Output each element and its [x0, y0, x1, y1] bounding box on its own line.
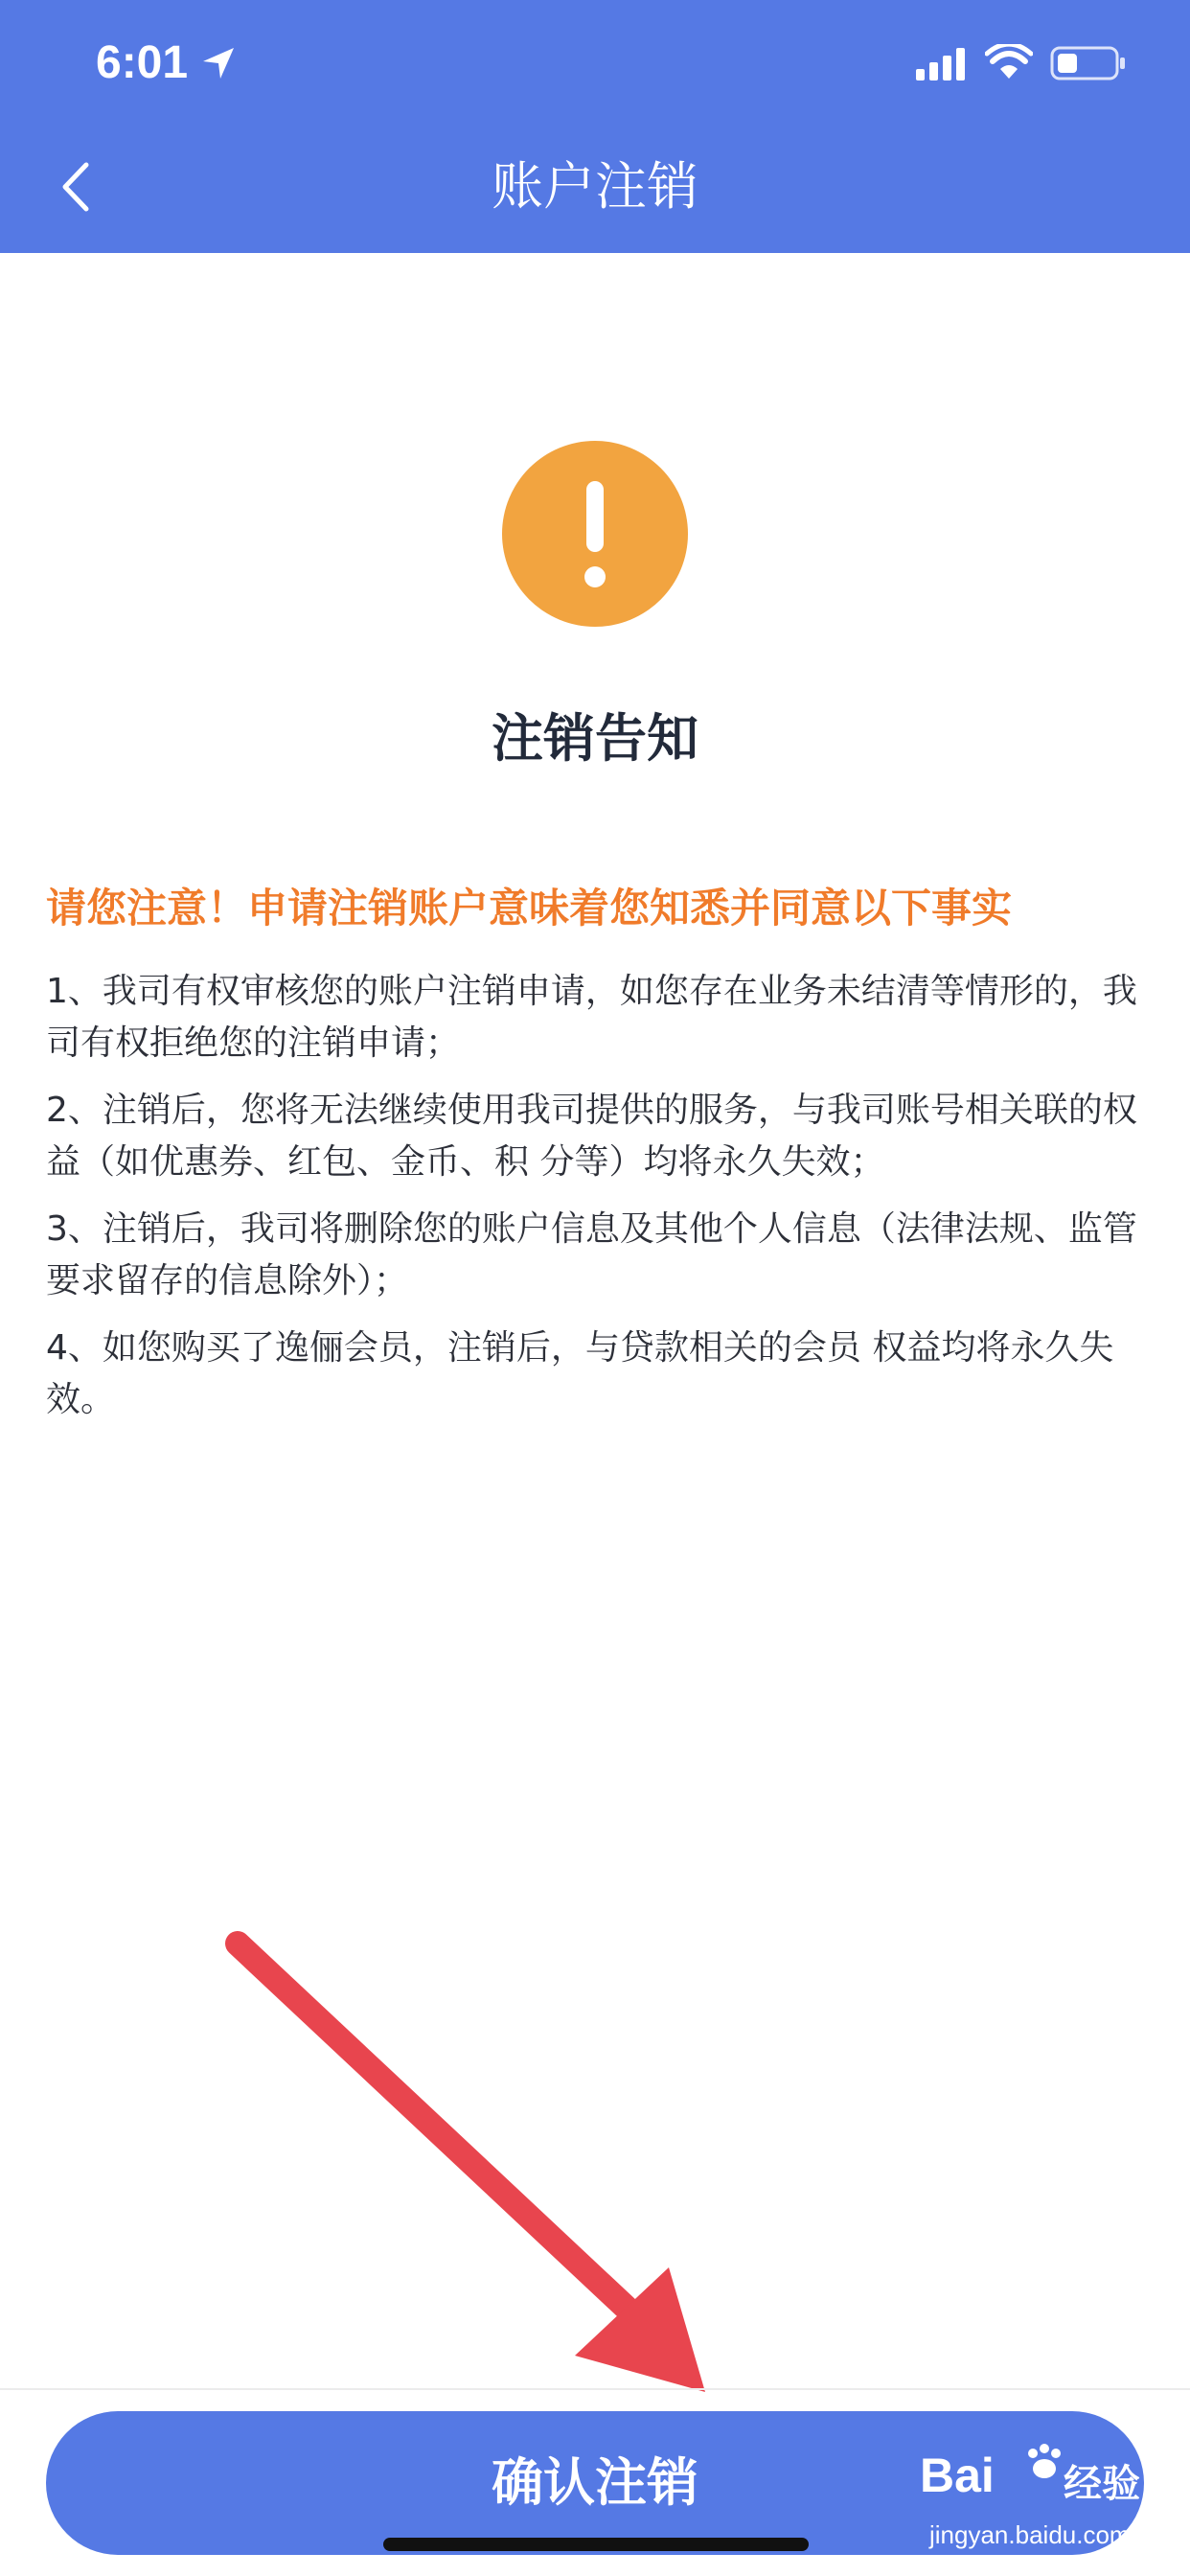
status-time: 6:01: [96, 37, 189, 88]
home-indicator: [383, 2538, 809, 2551]
footer-divider: [0, 2388, 1190, 2390]
term-item: 4、如您购买了逸俪会员，注销后，与贷款相关的会员 权益均将永久失效。: [46, 1328, 1114, 1419]
exclamation-icon: [502, 441, 688, 627]
term-item: 1、我司有权审核您的账户注销申请，如您存在业务未结清等情形的，我司有权拒绝您的注销申请；: [46, 972, 1137, 1063]
signal-icon: [916, 48, 966, 80]
watermark-brand-suffix: 经验: [1064, 2463, 1140, 2505]
wifi-icon: [985, 44, 1033, 80]
confirm-cancel-account-button[interactable]: 确认注销: [46, 2411, 1144, 2555]
location-arrow-icon: [201, 46, 236, 80]
baidu-watermark: [920, 2442, 1169, 2566]
battery-icon: [1050, 46, 1127, 80]
paw-icon: [1023, 2442, 1065, 2484]
terms-list: [46, 966, 1140, 1441]
watermark-brand: Bai: [920, 2449, 995, 2502]
notice-title: 注销告知: [492, 708, 698, 769]
term-item: 2、注销后，您将无法继续使用我司提供的服务，与我司账号相关联的权益（如优惠券、红包、金币、积 分等）均将永久失效；: [46, 1091, 1137, 1182]
app-header: [0, 0, 1190, 253]
term-item: 3、注销后，我司将删除您的账户信息及其他个人信息（法律法规、监管要求留存的信息除外）；: [46, 1209, 1137, 1300]
watermark-url: jingyan.baidu.com: [929, 2520, 1131, 2549]
warning-text: 请您注意！申请注销账户意味着您知悉并同意以下事实: [46, 885, 1013, 932]
page-title: 账户注销: [492, 156, 698, 217]
